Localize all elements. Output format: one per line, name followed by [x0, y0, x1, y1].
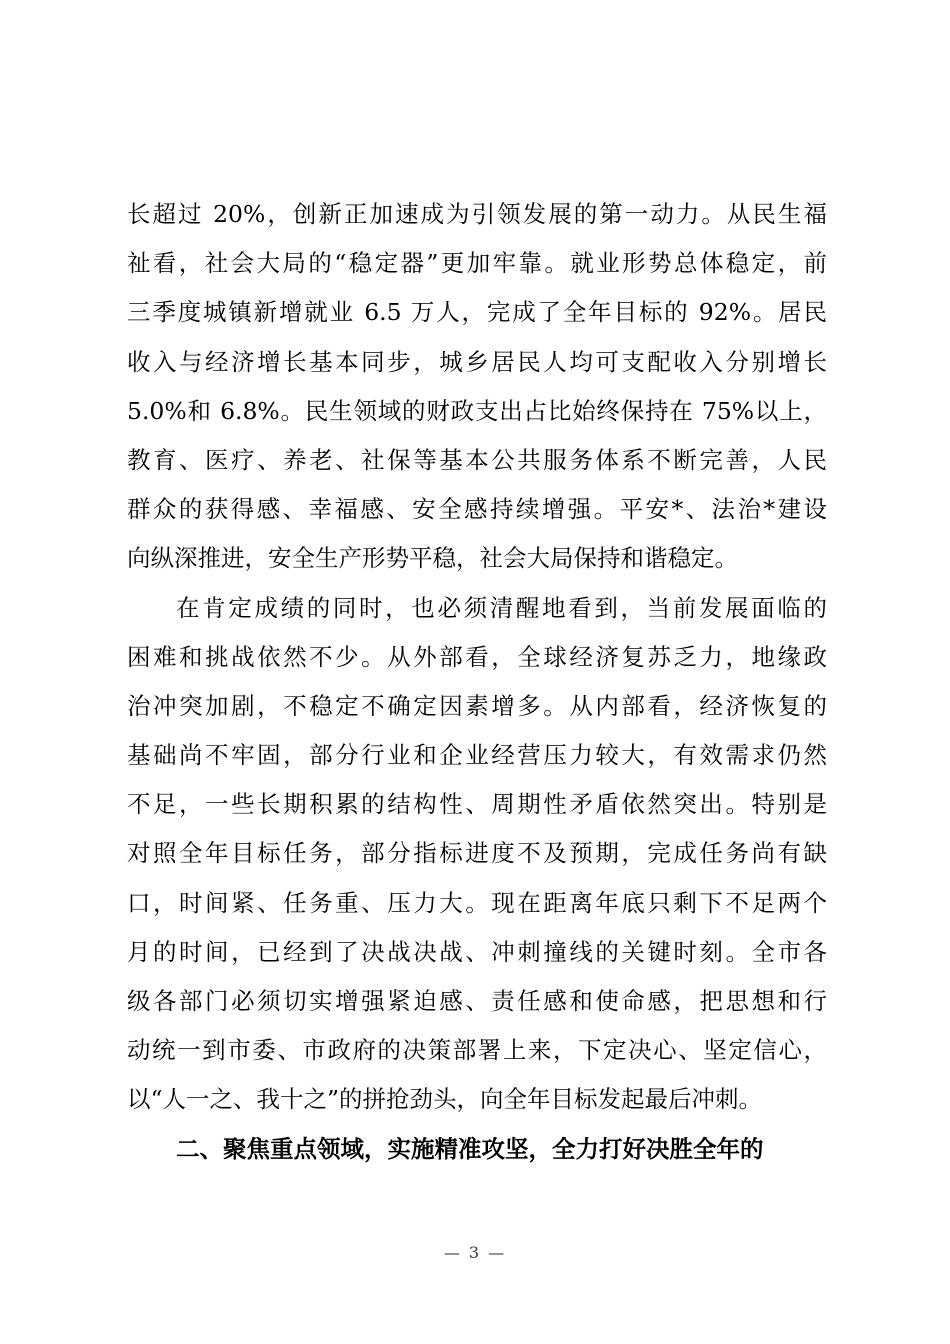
paragraph-line: 口，时间紧、任务重、压力大。现在距离年底只剩下不足两个 [127, 888, 827, 917]
paragraph-line: 月的时间，已经到了决战决战、冲刺撞线的关键时刻。全市各 [127, 937, 827, 966]
paragraph-line: 5.0%和 6.8%。民生领域的财政支出占比始终保持在 75%以上， [127, 396, 827, 425]
paragraph-line: 级各部门必须切实增强紧迫感、责任感和使命感，把思想和行 [127, 987, 827, 1015]
page-number: — 3 — [443, 1243, 507, 1262]
paragraph-line: 基础尚不牢固，部分行业和企业经营压力较大，有效需求仍然 [127, 741, 827, 770]
body-text [127, 190, 827, 1174]
paragraph-line: 不足，一些长期积累的结构性、周期性矛盾依然突出。特别是 [127, 790, 827, 819]
paragraph-line: 对照全年目标任务，部分指标进度不及预期，完成任务尚有缺 [127, 839, 827, 868]
paragraph-line: 收入与经济增长基本同步，城乡居民人均可支配收入分别增长 [127, 347, 827, 376]
paragraph-line: 三季度城镇新增就业 6.5 万人，完成了全年目标的 92%。居民 [127, 298, 827, 327]
paragraph-line: 治冲突加剧，不稳定不确定因素增多。从内部看，经济恢复的 [127, 691, 827, 720]
paragraph-line: 以“人一之、我十之”的拼抢劲头，向全年目标发起最后冲刺。 [127, 1085, 763, 1114]
paragraph-challenges [127, 584, 827, 1125]
paragraph-line: 在肯定成绩的同时，也必须清醒地看到，当前发展面临的 [176, 593, 827, 622]
paragraph-line: 动统一到市委、市政府的决策部署上来，下定决心、坚定信心， [127, 1036, 827, 1065]
paragraph-line: 教育、医疗、养老、社保等基本公共服务体系不断完善，人民 [127, 445, 827, 474]
paragraph-achievements [127, 190, 827, 584]
section-heading: 二、聚焦重点领域，实施精准攻坚，全力打好决胜全年的 [176, 1134, 764, 1163]
paragraph-line: 向纵深推进，安全生产形势平稳，社会大局保持和谐稳定。 [127, 544, 738, 573]
paragraph-line: 祉看，社会大局的“稳定器”更加牢靠。就业形势总体稳定，前 [127, 249, 827, 278]
paragraph-line: 长超过 20%，创新正加速成为引领发展的第一动力。从民生福 [127, 200, 827, 228]
paragraph-line: 困难和挑战依然不少。从外部看，全球经济复苏乏力，地缘政 [127, 642, 827, 671]
paragraph-line: 群众的获得感、幸福感、安全感持续增强。平安*、法治*建设 [127, 495, 827, 524]
